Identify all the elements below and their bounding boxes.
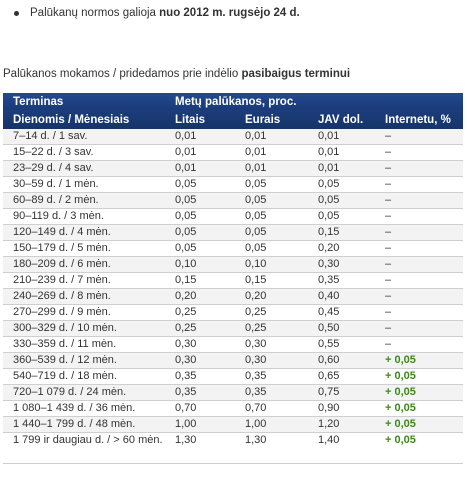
cell-usd: 0,01 (308, 161, 375, 177)
cell-litai: 0,05 (165, 241, 235, 257)
cell-eurai: 0,05 (235, 177, 308, 193)
cell-period: 120–149 d. / 4 mėn. (3, 225, 165, 241)
cell-litai: 0,20 (165, 289, 235, 305)
cell-usd: 1,20 (308, 417, 375, 433)
cell-period: 540–719 d. / 18 mėn. (3, 369, 165, 385)
cell-period: 210–239 d. / 7 mėn. (3, 273, 165, 289)
cell-period: 1 799 ir daugiau d. / > 60 mėn. (3, 433, 165, 464)
table-row (3, 145, 463, 161)
cell-eurai: 0,05 (235, 225, 308, 241)
table-row (3, 257, 463, 273)
cell-internet: + 0,05 (375, 369, 463, 385)
cell-eurai: 0,01 (235, 161, 308, 177)
cell-litai: 0,70 (165, 401, 235, 417)
cell-litai: 1,00 (165, 417, 235, 433)
cell-period: 240–269 d. / 8 mėn. (3, 289, 165, 305)
header-eurai: Eurais (235, 110, 308, 129)
cell-usd: 0,65 (308, 369, 375, 385)
table-row (3, 129, 463, 145)
cell-eurai: 0,10 (235, 257, 308, 273)
cell-litai: 0,05 (165, 193, 235, 209)
cell-usd: 0,01 (308, 129, 375, 145)
cell-internet: – (375, 289, 463, 305)
cell-internet: + 0,05 (375, 417, 463, 433)
table-row (3, 417, 463, 433)
cell-period: 23–29 d. / 4 sav. (3, 161, 165, 177)
cell-litai: 0,01 (165, 161, 235, 177)
header-annual-rate: Metų palūkanos, proc. (165, 93, 463, 110)
cell-internet: + 0,05 (375, 401, 463, 417)
cell-period: 720–1 079 d. / 24 mėn. (3, 385, 165, 401)
cell-litai: 0,01 (165, 129, 235, 145)
cell-period: 7–14 d. / 1 sav. (3, 129, 165, 145)
cell-internet: – (375, 321, 463, 337)
cell-usd: 0,35 (308, 273, 375, 289)
cell-litai: 0,15 (165, 273, 235, 289)
header-term: Terminas (3, 93, 165, 110)
cell-eurai: 1,30 (235, 433, 308, 464)
cell-internet: – (375, 209, 463, 225)
cell-eurai: 0,35 (235, 385, 308, 401)
header-usd: JAV dol. (308, 110, 375, 129)
cell-usd: 0,01 (308, 145, 375, 161)
cell-internet: – (375, 145, 463, 161)
cell-internet: – (375, 177, 463, 193)
cell-period: 1 440–1 799 d. / 48 mėn. (3, 417, 165, 433)
cell-period: 90–119 d. / 3 mėn. (3, 209, 165, 225)
table-row (3, 273, 463, 289)
cell-eurai: 0,25 (235, 321, 308, 337)
table-row (3, 177, 463, 193)
table-row (3, 161, 463, 177)
table-row (3, 401, 463, 417)
cell-internet: – (375, 129, 463, 145)
cell-litai: 0,35 (165, 385, 235, 401)
cell-usd: 0,15 (308, 225, 375, 241)
cell-eurai: 0,05 (235, 209, 308, 225)
intro-prefix: Palūkanos mokamos / pridedamos prie indėlio (3, 68, 242, 80)
cell-eurai: 0,35 (235, 369, 308, 385)
table-row (3, 289, 463, 305)
cell-internet: – (375, 273, 463, 289)
cell-period: 15–22 d. / 3 sav. (3, 145, 165, 161)
cell-usd: 0,20 (308, 241, 375, 257)
cell-litai: 0,30 (165, 337, 235, 353)
cell-eurai: 0,25 (235, 305, 308, 321)
cell-usd: 0,50 (308, 321, 375, 337)
table-header-top (3, 93, 463, 110)
cell-eurai: 0,30 (235, 337, 308, 353)
notice-date: nuo 2012 m. rugsėjo 24 d. (159, 7, 300, 19)
table-body (3, 129, 463, 464)
table-row (3, 305, 463, 321)
interest-payment-intro (3, 66, 350, 82)
table-row (3, 385, 463, 401)
cell-usd: 0,75 (308, 385, 375, 401)
cell-litai: 0,25 (165, 305, 235, 321)
cell-eurai: 0,05 (235, 241, 308, 257)
cell-period: 150–179 d. / 5 mėn. (3, 241, 165, 257)
cell-usd: 0,60 (308, 353, 375, 369)
cell-period: 330–359 d. / 11 mėn. (3, 337, 165, 353)
cell-usd: 0,90 (308, 401, 375, 417)
cell-eurai: 0,01 (235, 129, 308, 145)
table-header-columns (3, 110, 463, 129)
cell-period: 30–59 d. / 1 mėn. (3, 177, 165, 193)
intro-bold: pasibaigus terminui (241, 68, 351, 80)
cell-usd: 0,05 (308, 177, 375, 193)
cell-internet: – (375, 305, 463, 321)
cell-usd: 0,05 (308, 209, 375, 225)
header-period: Dienomis / Mėnesiais (3, 110, 165, 129)
cell-eurai: 0,30 (235, 353, 308, 369)
cell-litai: 0,05 (165, 177, 235, 193)
cell-usd: 1,40 (308, 433, 375, 464)
cell-internet: + 0,05 (375, 353, 463, 369)
table-row (3, 353, 463, 369)
cell-eurai: 0,70 (235, 401, 308, 417)
cell-litai: 0,25 (165, 321, 235, 337)
cell-eurai: 0,01 (235, 145, 308, 161)
notice-prefix: Palūkanų normos galioja (30, 7, 160, 19)
cell-internet: + 0,05 (375, 385, 463, 401)
cell-eurai: 0,05 (235, 193, 308, 209)
table-row (3, 337, 463, 353)
table-row (3, 433, 463, 464)
cell-internet: – (375, 193, 463, 209)
table-row (3, 241, 463, 257)
cell-usd: 0,05 (308, 193, 375, 209)
cell-internet: – (375, 241, 463, 257)
cell-period: 360–539 d. / 12 mėn. (3, 353, 165, 369)
table-row (3, 209, 463, 225)
cell-period: 270–299 d. / 9 mėn. (3, 305, 165, 321)
cell-period: 180–209 d. / 6 mėn. (3, 257, 165, 273)
header-litai: Litais (165, 110, 235, 129)
header-internet: Internetu, % (375, 110, 463, 129)
interest-rate-table (3, 93, 463, 464)
table-row (3, 369, 463, 385)
cell-internet: + 0,05 (375, 433, 463, 464)
cell-eurai: 0,15 (235, 273, 308, 289)
cell-eurai: 0,20 (235, 289, 308, 305)
cell-litai: 0,10 (165, 257, 235, 273)
cell-internet: – (375, 161, 463, 177)
cell-internet: – (375, 225, 463, 241)
cell-internet: – (375, 337, 463, 353)
table-row (3, 193, 463, 209)
rates-validity-notice (30, 5, 300, 21)
cell-litai: 0,01 (165, 145, 235, 161)
cell-internet: – (375, 257, 463, 273)
cell-eurai: 1,00 (235, 417, 308, 433)
cell-litai: 0,05 (165, 209, 235, 225)
bullet-icon (14, 11, 19, 16)
cell-litai: 1,30 (165, 433, 235, 464)
cell-usd: 0,55 (308, 337, 375, 353)
cell-period: 300–329 d. / 10 mėn. (3, 321, 165, 337)
cell-litai: 0,05 (165, 225, 235, 241)
table-row (3, 321, 463, 337)
cell-period: 60–89 d. / 2 mėn. (3, 193, 165, 209)
cell-litai: 0,35 (165, 369, 235, 385)
cell-period: 1 080–1 439 d. / 36 mėn. (3, 401, 165, 417)
cell-usd: 0,45 (308, 305, 375, 321)
cell-usd: 0,40 (308, 289, 375, 305)
cell-usd: 0,30 (308, 257, 375, 273)
table-row (3, 225, 463, 241)
cell-litai: 0,30 (165, 353, 235, 369)
